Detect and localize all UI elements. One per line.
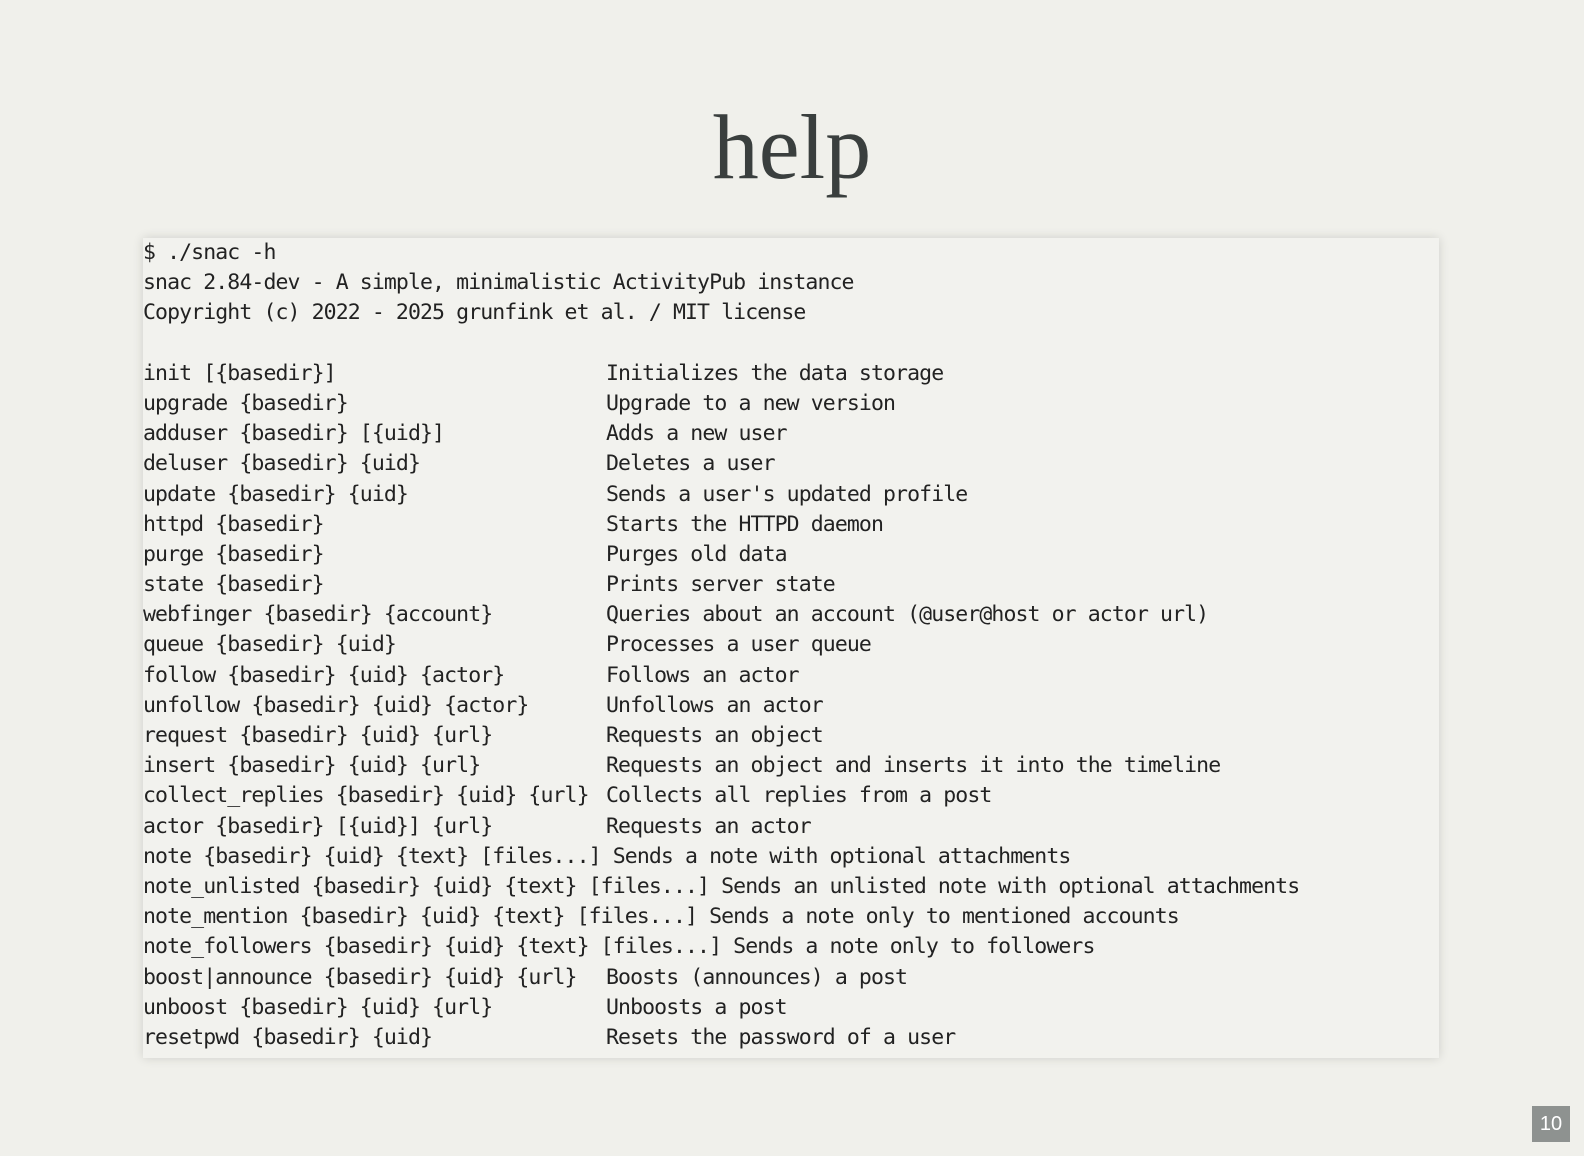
command-syntax: follow {basedir} {uid} {actor} — [143, 662, 505, 688]
command-row — [143, 751, 1439, 781]
command-syntax: unboost {basedir} {uid} {url} — [143, 994, 493, 1020]
command-syntax: upgrade {basedir} — [143, 390, 348, 416]
command-syntax: adduser {basedir} [{uid}] — [143, 421, 445, 447]
command-description: Requests an object and inserts it into the timeline — [606, 753, 1221, 779]
command-row — [143, 932, 1439, 962]
blank-line — [143, 329, 1439, 359]
command-syntax: httpd {basedir} — [143, 511, 324, 537]
command-syntax: resetpwd {basedir} {uid} — [143, 1024, 433, 1050]
command-description: Requests an object — [606, 723, 823, 748]
command-description: Sends a user's updated profile — [606, 481, 968, 507]
page-number-badge: 10 — [1532, 1106, 1570, 1142]
command-row — [143, 661, 1439, 691]
command-description: Collects all replies from a post — [606, 783, 992, 809]
command-description: Unfollows an actor — [606, 692, 823, 718]
command-description: Sends an unlisted note with optional attachments — [721, 873, 1300, 899]
command-syntax: boost|announce {basedir} {uid} {url} — [143, 964, 589, 990]
command-prompt-line: $ ./snac -h — [143, 240, 276, 265]
command-row — [143, 449, 1439, 479]
command-row — [143, 570, 1439, 600]
copyright-line: Copyright (c) 2022 - 2025 grunfink et al. / MIT license — [143, 300, 806, 326]
slide-title: help — [712, 96, 872, 198]
command-row — [143, 359, 1439, 389]
command-row — [143, 902, 1439, 932]
command-description: Boosts (announces) a post — [606, 964, 908, 990]
command-row — [143, 842, 1439, 872]
command-row — [143, 630, 1439, 660]
command-syntax: queue {basedir} {uid} — [143, 632, 396, 658]
command-syntax: webfinger {basedir} {account} — [143, 602, 493, 628]
command-row — [143, 812, 1439, 842]
command-description: Initializes the data storage — [606, 360, 944, 386]
command-syntax: note_unlisted {basedir} {uid} {text} [files...] — [143, 873, 722, 899]
command-syntax: init [{basedir}] — [143, 360, 336, 386]
command-description: Requests an actor — [606, 813, 811, 839]
command-row — [143, 781, 1439, 811]
command-description: Deletes a user — [606, 451, 775, 477]
command-syntax: collect_replies {basedir} {uid} {url} — [143, 783, 601, 809]
command-syntax: insert {basedir} {uid} {url} — [143, 753, 481, 779]
command-row — [143, 691, 1439, 721]
command-description: Sends a note with optional attachments — [612, 843, 1071, 869]
command-syntax: state {basedir} — [143, 572, 324, 598]
version-line: snac 2.84-dev - A simple, minimalistic ActivityPub instance — [143, 270, 854, 296]
command-row — [143, 963, 1439, 993]
command-description: Processes a user queue — [606, 632, 871, 658]
command-row — [143, 721, 1439, 751]
command-syntax: note {basedir} {uid} {text} [files...] — [143, 843, 613, 869]
command-syntax: request {basedir} {uid} {url} — [143, 723, 493, 748]
command-syntax: unfollow {basedir} {uid} {actor} — [143, 692, 529, 718]
command-description: Adds a new user — [606, 421, 787, 447]
command-description: Follows an actor — [606, 662, 799, 688]
command-description: Sends a note only to mentioned accounts — [709, 904, 1179, 930]
command-list — [143, 359, 1439, 1053]
command-syntax: update {basedir} {uid} — [143, 481, 408, 507]
command-description: Starts the HTTPD daemon — [606, 511, 884, 537]
command-description: Resets the password of a user — [606, 1024, 956, 1050]
command-row — [143, 600, 1439, 630]
command-row — [143, 510, 1439, 540]
command-row — [143, 1023, 1439, 1053]
command-description: Queries about an account (@user@host or actor url) — [606, 602, 1209, 628]
terminal-output-block — [143, 238, 1439, 1058]
command-syntax: deluser {basedir} {uid} — [143, 451, 421, 477]
command-description: Upgrade to a new version — [606, 390, 896, 416]
command-description: Purges old data — [606, 541, 787, 567]
command-row — [143, 419, 1439, 449]
command-row — [143, 540, 1439, 570]
command-row — [143, 389, 1439, 419]
command-row — [143, 872, 1439, 902]
command-description: Prints server state — [606, 572, 835, 598]
command-syntax: note_mention {basedir} {uid} {text} [files...] — [143, 904, 710, 930]
command-description: Sends a note only to followers — [733, 934, 1095, 960]
command-row — [143, 993, 1439, 1023]
command-description: Unboosts a post — [606, 994, 787, 1020]
command-syntax: note_followers {basedir} {uid} {text} [files...] — [143, 934, 734, 960]
command-syntax: purge {basedir} — [143, 541, 324, 567]
command-syntax: actor {basedir} [{uid}] {url} — [143, 813, 493, 839]
command-row — [143, 480, 1439, 510]
